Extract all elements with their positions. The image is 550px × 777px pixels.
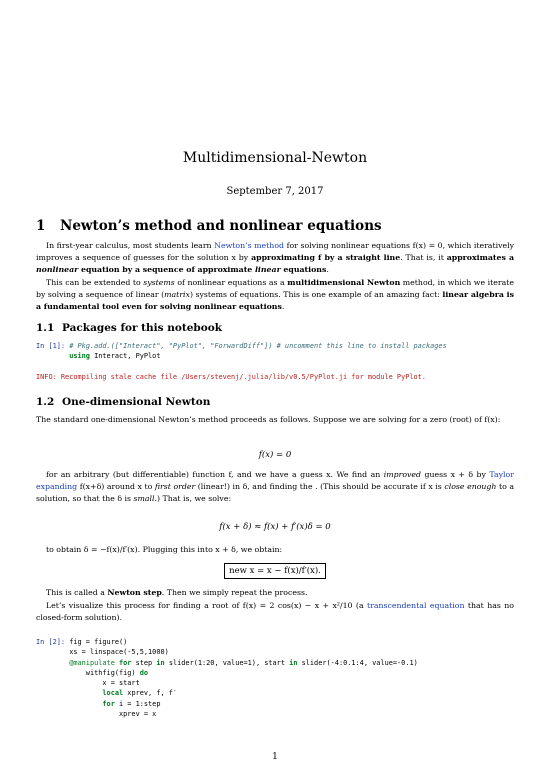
cell-prompt: In [2]: [36,638,66,646]
section-1-paragraph-2: This can be extended to systems of nonlinear equations as a multidimensional Newton method, in which we iterate by solving a sequence of linear (matrix) systems of equations. This is one example of an amazing fact: linear algebra is a fundamental tool even for solving nonlinear equations. [36,278,514,312]
code-cell-2[interactable]: In [2]: fig = figure() xs = linspace(-5,5,1000) @manipulate for step in slider(1:20, value=1), start in slider(-4:0.1:4, value=-0.1) withfig(fig) do x = start local xprev, f, f′ for i = 1:step xprev = x [36,638,418,719]
section-1-2-paragraph-1: The standard one-dimensional Newton’s method proceeds as follows. Suppose we are solving for a zero (root) of f(x): [36,415,501,424]
section-1-2-paragraph-5: Let’s visualize this process for finding a root of f(x) = 2 cos(x) − x + x²/10 (a transcendental equation that has no closed-form solution). [36,601,514,623]
section-1-1-heading: 1.1 Packages for this notebook [36,322,223,334]
taylor-expanding-link[interactable]: Taylor expanding [36,470,514,492]
document-title: Multidimensional-Newton [182,150,368,166]
cell-prompt: In [1]: [36,342,66,350]
info-output: INFO: Recompiling stale cache file /Users/stevenj/.julia/lib/v0.5/PyPlot.ji for module PyPlot. [36,373,426,381]
newtons-method-link[interactable]: Newton’s method [214,241,285,250]
section-number: 1 [36,218,46,234]
equation-3 [0,563,550,579]
code-comment: # Pkg.add.(["Interact", "PyPlot", "ForwardDiff"]) # uncomment this line to install packages [69,342,447,350]
equation-2: f(x + δ) ≈ f(x) + f′(x)δ = 0 [219,522,331,532]
section-1-heading [36,218,382,234]
section-1-2-heading: 1.2 One-dimensional Newton [36,396,211,408]
section-1-paragraph-1: In first-year calculus, most students learn Newton’s method for solving nonlinear equations f(x) = 0, which iteratively improves a sequence of guesses for the solution x by approximating f by a straight line. That is, it approximates a nonlinear equation by a sequence of approximate linear equations. [36,241,514,275]
section-1-2-paragraph-3: to obtain δ = −f(x)/f′(x). Plugging this into x + δ, we obtain: [46,545,283,554]
boxed-equation: new x = x − f(x)/f′(x). [224,563,326,579]
section-1-2-paragraph-2: for an arbitrary (but differentiable) function f, and we have a guess x. We find an improved guess x + δ by Taylor expanding f(x+δ) around x to first order (linear!) in δ, and finding the . (This should be accurate if x is close enough to a solution, so that the δ is small.) That is, we solve: [36,470,515,504]
document-date: September 7, 2017 [226,186,324,197]
code-cell-1[interactable]: In [1]: # Pkg.add.(["Interact", "PyPlot", "ForwardDiff"]) # uncomment this line to install packages using Interact, PyPlot [36,342,447,361]
section-1-2-paragraph-4: This is called a Newton step. Then we simply repeat the process. [46,588,308,597]
equation-1: f(x) = 0 [258,450,292,460]
page-number: 1 [272,752,278,762]
section-title: Newton’s method and nonlinear equations [60,218,382,234]
transcendental-equation-link[interactable]: transcendental equation [367,601,465,610]
